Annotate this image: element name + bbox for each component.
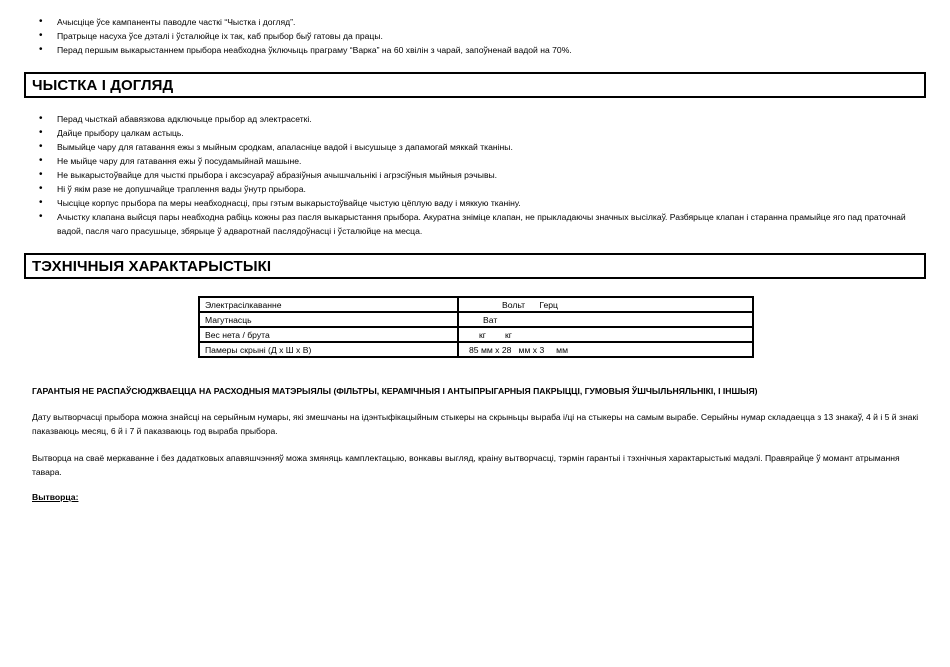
spec-label: Электрасілкаванне [199,297,458,312]
table-row [199,327,753,342]
list-item: • Не выкарыстоўвайце для чысткі прыбора і аксэсуараў абразіўныя ачышчальнікі і агрэсіўныя мыйныя рэчывы. [36,168,916,182]
section-heading-specs [24,253,926,279]
spec-value: 85 мм х 28 мм х 3 мм [458,342,753,357]
list-item: • Дайце прыбору цалкам астыць. [36,126,916,140]
spec-value: Вольт Герц [458,297,753,312]
list-item: • Ні ў якім разе не допушчайце траплення вады ўнутр прыбора. [36,182,916,196]
intro-bullet-list [36,15,916,57]
list-item: • Ачысціце ўсе кампаненты паводле часткі “Чыстка і догляд”. [36,15,916,29]
list-item: • Перад чысткай абавязкова адключыце прыбор ад электрасеткі. [36,112,916,126]
maker-label-row [32,490,920,504]
section-title: ТЭХНІЧНЫЯ ХАРАКТАРЫСТЫКІ [32,258,272,275]
section-heading-care [24,72,926,98]
list-item: • Вымыйце чару для гатавання ежы з мыйным сродкам, апаласніце вадой і высушыце з дапамогай мяккай тканіны. [36,140,916,154]
spec-label: Вес нета / брута [199,327,458,342]
warranty-paragraph-serial: Дату вытворчасці прыбора можна знайсці на серыйным нумары, які змешчаны на ідэнтыфікацыйным стыкеры на скрыньцы выраба і/ці на стыкеры на самым вырабе. Серыйны нумар складаецца з 13 знакаў, 4 й і 5 й знакі паказваюць месяц, 6 й і 7 й паказваюць год выраба прыбора. [32,412,919,436]
list-item: • Не мыйце чару для гатавання ежы ў посудамыйнай машыне. [36,154,916,168]
specs-table [198,296,754,358]
warranty-heading: ГАРАНТЫЯ НЕ РАСПАЎСЮДЖВАЕЦЦА НА РАСХОДНЫЯ МАТЭРЫЯЛЫ (ФІЛЬТРЫ, КЕРАМІЧНЫЯ І АНТЫПРЫГАРНЫЯ ПАКРЫЦЦІ, ГУМОВЫЯ ЎШЧЫЛЬНЯЛЬНІКІ, І ІНШЫЯ) [32,386,758,396]
list-item: • Чысціце корпус прыбора па меры неабходнасці, пры гэтым выкарыстоўвайце чыстую цёплую ваду і мяккую тканіну. [36,196,916,210]
spec-label: Памеры скрыні (Д х Ш х В) [199,342,458,357]
table-row [199,342,753,357]
warranty-paragraph-changes: Вытворца на сваё меркаванне і без дадатковых апавяшчэнняў можа змяняць камплектацыю, вонкавы выгляд, краіну вытворчасці, тэрмін гарантыі і тэхнічныя характарыстыкі мадэлі. Правярайце ў момант атрымання тавара. [32,453,900,477]
list-item: • Ачыстку клапана выйсця пары неабходна рабіць кожны раз пасля выкарыстання прыбора. Акуратна зніміце клапан, не прыкладаючы значных высілкаў. Разбярыце клапан і старанна прамыйце яго пад праточнай вадой, пасля чаго прасушыце, збярыце ў адваротнай паслядоўнасці і ўсталюйце на месца. [36,210,916,238]
care-bullet-list [36,112,916,238]
spec-value: кг кг [458,327,753,342]
spec-value: Ват [458,312,753,327]
table-row [199,312,753,327]
maker-label: Вытворца: [32,492,79,502]
table-row [199,297,753,312]
list-item: • Перад першым выкарыстаннем прыбора неабходна ўключыць праграму “Варка” на 60 хвілін з чарай, запоўненай вадой на 70%. [36,43,916,57]
section-title: ЧЫСТКА І ДОГЛЯД [32,77,174,94]
list-item: • Пратрыце насуха ўсе дэталі і ўсталюйце іх так, каб прыбор быў гатовы да працы. [36,29,916,43]
spec-label: Магутнасць [199,312,458,327]
